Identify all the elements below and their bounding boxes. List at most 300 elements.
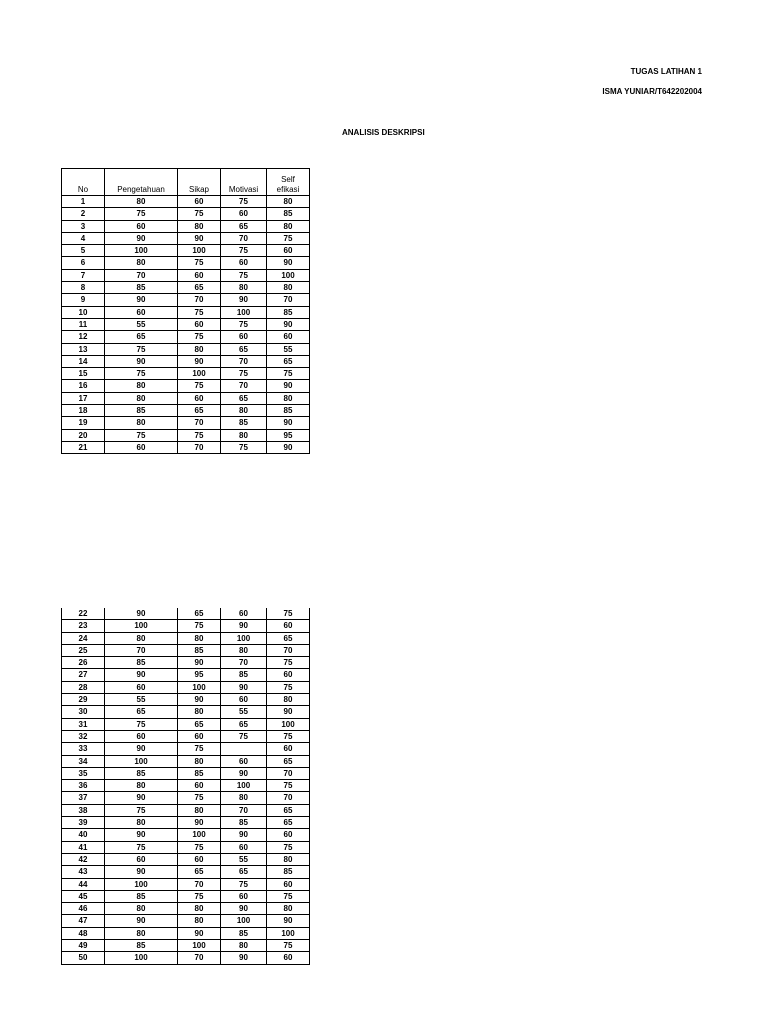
table-row xyxy=(62,441,310,453)
cell-self-efikasi: 90 xyxy=(267,257,310,269)
cell-no: 24 xyxy=(62,632,105,644)
cell-sikap: 95 xyxy=(178,669,221,681)
cell-self-efikasi: 55 xyxy=(267,343,310,355)
cell-sikap: 90 xyxy=(178,694,221,706)
cell-no: 50 xyxy=(62,952,105,964)
cell-motivasi: 75 xyxy=(221,730,267,742)
cell-motivasi: 80 xyxy=(221,405,267,417)
cell-no: 37 xyxy=(62,792,105,804)
cell-no: 3 xyxy=(62,220,105,232)
table-row xyxy=(62,343,310,355)
cell-motivasi: 90 xyxy=(221,620,267,632)
cell-no: 40 xyxy=(62,829,105,841)
cell-motivasi: 60 xyxy=(221,755,267,767)
cell-pengetahuan: 80 xyxy=(105,257,178,269)
cell-sikap: 80 xyxy=(178,755,221,767)
cell-pengetahuan: 90 xyxy=(105,743,178,755)
table-row xyxy=(62,792,310,804)
cell-sikap: 85 xyxy=(178,767,221,779)
cell-self-efikasi: 80 xyxy=(267,853,310,865)
cell-sikap: 65 xyxy=(178,608,221,620)
cell-motivasi: 85 xyxy=(221,417,267,429)
cell-no: 20 xyxy=(62,429,105,441)
cell-sikap: 75 xyxy=(178,743,221,755)
table-row xyxy=(62,368,310,380)
cell-no: 12 xyxy=(62,331,105,343)
cell-pengetahuan: 75 xyxy=(105,368,178,380)
cell-pengetahuan: 75 xyxy=(105,718,178,730)
cell-self-efikasi: 65 xyxy=(267,804,310,816)
table-row xyxy=(62,232,310,244)
cell-motivasi: 75 xyxy=(221,245,267,257)
cell-self-efikasi: 65 xyxy=(267,355,310,367)
cell-self-efikasi: 70 xyxy=(267,644,310,656)
table-row xyxy=(62,730,310,742)
cell-motivasi: 100 xyxy=(221,780,267,792)
cell-sikap: 80 xyxy=(178,343,221,355)
table-row xyxy=(62,890,310,902)
cell-pengetahuan: 80 xyxy=(105,417,178,429)
cell-no: 38 xyxy=(62,804,105,816)
cell-sikap: 85 xyxy=(178,644,221,656)
cell-sikap: 65 xyxy=(178,405,221,417)
cell-pengetahuan: 90 xyxy=(105,232,178,244)
cell-no: 33 xyxy=(62,743,105,755)
author-line: ISMA YUNIAR/T642202004 xyxy=(602,87,702,96)
cell-motivasi: 55 xyxy=(221,706,267,718)
cell-no: 21 xyxy=(62,441,105,453)
cell-sikap: 100 xyxy=(178,245,221,257)
table-row xyxy=(62,669,310,681)
cell-pengetahuan: 90 xyxy=(105,829,178,841)
cell-pengetahuan: 80 xyxy=(105,196,178,208)
cell-motivasi: 75 xyxy=(221,441,267,453)
cell-pengetahuan: 85 xyxy=(105,405,178,417)
cell-pengetahuan: 100 xyxy=(105,245,178,257)
cell-sikap: 100 xyxy=(178,829,221,841)
cell-no: 17 xyxy=(62,392,105,404)
cell-no: 5 xyxy=(62,245,105,257)
header-sikap: Sikap xyxy=(178,169,221,196)
cell-pengetahuan: 90 xyxy=(105,355,178,367)
cell-no: 27 xyxy=(62,669,105,681)
data-table-part-1 xyxy=(61,168,310,454)
cell-pengetahuan: 100 xyxy=(105,952,178,964)
cell-sikap: 75 xyxy=(178,306,221,318)
cell-pengetahuan: 55 xyxy=(105,318,178,330)
cell-self-efikasi: 70 xyxy=(267,792,310,804)
cell-motivasi: 60 xyxy=(221,331,267,343)
cell-motivasi xyxy=(221,743,267,755)
cell-self-efikasi: 90 xyxy=(267,318,310,330)
table-row xyxy=(62,632,310,644)
cell-pengetahuan: 90 xyxy=(105,792,178,804)
table-row xyxy=(62,269,310,281)
cell-self-efikasi: 65 xyxy=(267,817,310,829)
cell-no: 44 xyxy=(62,878,105,890)
cell-no: 29 xyxy=(62,694,105,706)
table-body-part-2 xyxy=(62,608,310,964)
cell-pengetahuan: 60 xyxy=(105,220,178,232)
cell-no: 31 xyxy=(62,718,105,730)
cell-no: 23 xyxy=(62,620,105,632)
cell-pengetahuan: 75 xyxy=(105,841,178,853)
cell-motivasi: 80 xyxy=(221,644,267,656)
table-row xyxy=(62,620,310,632)
cell-self-efikasi: 90 xyxy=(267,417,310,429)
cell-sikap: 75 xyxy=(178,890,221,902)
cell-motivasi: 85 xyxy=(221,927,267,939)
cell-pengetahuan: 60 xyxy=(105,441,178,453)
cell-pengetahuan: 60 xyxy=(105,730,178,742)
cell-sikap: 90 xyxy=(178,232,221,244)
cell-no: 19 xyxy=(62,417,105,429)
table-row xyxy=(62,927,310,939)
cell-sikap: 100 xyxy=(178,681,221,693)
cell-pengetahuan: 65 xyxy=(105,331,178,343)
cell-no: 49 xyxy=(62,940,105,952)
table-row xyxy=(62,608,310,620)
cell-no: 4 xyxy=(62,232,105,244)
cell-self-efikasi: 85 xyxy=(267,866,310,878)
cell-sikap: 70 xyxy=(178,441,221,453)
table-row xyxy=(62,306,310,318)
cell-self-efikasi: 75 xyxy=(267,232,310,244)
cell-no: 28 xyxy=(62,681,105,693)
cell-motivasi: 70 xyxy=(221,355,267,367)
cell-sikap: 65 xyxy=(178,866,221,878)
cell-self-efikasi: 75 xyxy=(267,940,310,952)
cell-motivasi: 90 xyxy=(221,903,267,915)
cell-motivasi: 90 xyxy=(221,767,267,779)
cell-no: 18 xyxy=(62,405,105,417)
table-row xyxy=(62,318,310,330)
cell-sikap: 70 xyxy=(178,417,221,429)
cell-no: 10 xyxy=(62,306,105,318)
cell-self-efikasi: 80 xyxy=(267,220,310,232)
cell-no: 9 xyxy=(62,294,105,306)
cell-motivasi: 65 xyxy=(221,220,267,232)
cell-motivasi: 75 xyxy=(221,196,267,208)
cell-self-efikasi: 65 xyxy=(267,755,310,767)
cell-self-efikasi: 80 xyxy=(267,196,310,208)
cell-motivasi: 60 xyxy=(221,841,267,853)
cell-pengetahuan: 100 xyxy=(105,620,178,632)
cell-no: 43 xyxy=(62,866,105,878)
cell-self-efikasi: 75 xyxy=(267,730,310,742)
cell-self-efikasi: 85 xyxy=(267,208,310,220)
cell-pengetahuan: 90 xyxy=(105,608,178,620)
cell-no: 6 xyxy=(62,257,105,269)
cell-motivasi: 60 xyxy=(221,208,267,220)
cell-motivasi: 75 xyxy=(221,878,267,890)
cell-sikap: 70 xyxy=(178,878,221,890)
cell-motivasi: 90 xyxy=(221,829,267,841)
cell-self-efikasi: 85 xyxy=(267,306,310,318)
table-row xyxy=(62,657,310,669)
table-row xyxy=(62,392,310,404)
cell-pengetahuan: 60 xyxy=(105,681,178,693)
cell-pengetahuan: 60 xyxy=(105,306,178,318)
table-row xyxy=(62,755,310,767)
cell-pengetahuan: 80 xyxy=(105,903,178,915)
cell-self-efikasi: 80 xyxy=(267,282,310,294)
cell-no: 42 xyxy=(62,853,105,865)
table-row xyxy=(62,817,310,829)
table-row xyxy=(62,282,310,294)
cell-sikap: 65 xyxy=(178,718,221,730)
cell-pengetahuan: 90 xyxy=(105,294,178,306)
cell-self-efikasi: 60 xyxy=(267,878,310,890)
cell-motivasi: 100 xyxy=(221,632,267,644)
cell-sikap: 60 xyxy=(178,269,221,281)
cell-no: 36 xyxy=(62,780,105,792)
cell-motivasi: 80 xyxy=(221,429,267,441)
cell-self-efikasi: 85 xyxy=(267,405,310,417)
cell-sikap: 60 xyxy=(178,780,221,792)
cell-no: 32 xyxy=(62,730,105,742)
cell-motivasi: 90 xyxy=(221,681,267,693)
cell-no: 39 xyxy=(62,817,105,829)
cell-self-efikasi: 75 xyxy=(267,681,310,693)
cell-motivasi: 100 xyxy=(221,915,267,927)
cell-self-efikasi: 60 xyxy=(267,829,310,841)
cell-motivasi: 60 xyxy=(221,694,267,706)
table-row xyxy=(62,718,310,730)
cell-pengetahuan: 100 xyxy=(105,878,178,890)
table-row xyxy=(62,681,310,693)
cell-pengetahuan: 55 xyxy=(105,694,178,706)
cell-motivasi: 70 xyxy=(221,804,267,816)
table-row xyxy=(62,405,310,417)
data-table-part-2 xyxy=(61,608,310,965)
cell-no: 15 xyxy=(62,368,105,380)
cell-sikap: 90 xyxy=(178,817,221,829)
cell-self-efikasi: 75 xyxy=(267,890,310,902)
cell-self-efikasi: 75 xyxy=(267,368,310,380)
table-row xyxy=(62,331,310,343)
cell-no: 7 xyxy=(62,269,105,281)
cell-sikap: 75 xyxy=(178,380,221,392)
table-header-row xyxy=(62,169,310,196)
cell-pengetahuan: 75 xyxy=(105,343,178,355)
cell-motivasi: 75 xyxy=(221,368,267,380)
cell-motivasi: 100 xyxy=(221,306,267,318)
cell-self-efikasi: 60 xyxy=(267,669,310,681)
cell-self-efikasi: 60 xyxy=(267,952,310,964)
cell-sikap: 80 xyxy=(178,220,221,232)
table-row xyxy=(62,915,310,927)
cell-motivasi: 60 xyxy=(221,608,267,620)
cell-pengetahuan: 80 xyxy=(105,817,178,829)
cell-self-efikasi: 90 xyxy=(267,441,310,453)
table-row xyxy=(62,245,310,257)
document-title: TUGAS LATIHAN 1 xyxy=(630,67,702,76)
cell-sikap: 80 xyxy=(178,632,221,644)
cell-pengetahuan: 80 xyxy=(105,632,178,644)
table-row xyxy=(62,706,310,718)
cell-no: 26 xyxy=(62,657,105,669)
section-heading: ANALISIS DESKRIPSI xyxy=(342,128,425,137)
cell-pengetahuan: 65 xyxy=(105,706,178,718)
cell-sikap: 90 xyxy=(178,355,221,367)
cell-motivasi: 85 xyxy=(221,817,267,829)
cell-motivasi: 60 xyxy=(221,890,267,902)
cell-sikap: 90 xyxy=(178,927,221,939)
cell-sikap: 75 xyxy=(178,331,221,343)
cell-sikap: 60 xyxy=(178,196,221,208)
cell-sikap: 65 xyxy=(178,282,221,294)
table-row xyxy=(62,952,310,964)
table-row xyxy=(62,841,310,853)
cell-pengetahuan: 80 xyxy=(105,380,178,392)
cell-self-efikasi: 70 xyxy=(267,767,310,779)
cell-motivasi: 75 xyxy=(221,269,267,281)
header-self-efikasi: Self efikasi xyxy=(267,169,310,196)
cell-self-efikasi: 100 xyxy=(267,718,310,730)
cell-self-efikasi: 75 xyxy=(267,608,310,620)
table-row xyxy=(62,694,310,706)
cell-sikap: 80 xyxy=(178,804,221,816)
cell-self-efikasi: 70 xyxy=(267,294,310,306)
cell-self-efikasi: 80 xyxy=(267,903,310,915)
cell-pengetahuan: 90 xyxy=(105,915,178,927)
cell-sikap: 75 xyxy=(178,429,221,441)
cell-self-efikasi: 90 xyxy=(267,380,310,392)
table-row xyxy=(62,767,310,779)
cell-self-efikasi: 60 xyxy=(267,331,310,343)
table-row xyxy=(62,220,310,232)
cell-motivasi: 80 xyxy=(221,792,267,804)
cell-pengetahuan: 70 xyxy=(105,644,178,656)
cell-pengetahuan: 90 xyxy=(105,866,178,878)
cell-sikap: 60 xyxy=(178,392,221,404)
cell-no: 48 xyxy=(62,927,105,939)
cell-sikap: 75 xyxy=(178,620,221,632)
cell-pengetahuan: 85 xyxy=(105,940,178,952)
cell-sikap: 80 xyxy=(178,903,221,915)
cell-motivasi: 90 xyxy=(221,952,267,964)
cell-motivasi: 55 xyxy=(221,853,267,865)
cell-pengetahuan: 85 xyxy=(105,890,178,902)
cell-self-efikasi: 65 xyxy=(267,632,310,644)
cell-pengetahuan: 70 xyxy=(105,269,178,281)
cell-no: 1 xyxy=(62,196,105,208)
table-row xyxy=(62,853,310,865)
cell-pengetahuan: 75 xyxy=(105,804,178,816)
cell-sikap: 90 xyxy=(178,657,221,669)
cell-motivasi: 80 xyxy=(221,282,267,294)
cell-sikap: 60 xyxy=(178,730,221,742)
cell-motivasi: 80 xyxy=(221,940,267,952)
cell-sikap: 75 xyxy=(178,208,221,220)
cell-self-efikasi: 60 xyxy=(267,743,310,755)
cell-motivasi: 75 xyxy=(221,318,267,330)
cell-motivasi: 70 xyxy=(221,657,267,669)
cell-self-efikasi: 90 xyxy=(267,915,310,927)
cell-no: 46 xyxy=(62,903,105,915)
table-row xyxy=(62,878,310,890)
cell-pengetahuan: 90 xyxy=(105,669,178,681)
table-row xyxy=(62,940,310,952)
cell-sikap: 75 xyxy=(178,792,221,804)
table-row xyxy=(62,257,310,269)
cell-sikap: 100 xyxy=(178,940,221,952)
cell-self-efikasi: 90 xyxy=(267,706,310,718)
table-row xyxy=(62,780,310,792)
cell-motivasi: 65 xyxy=(221,718,267,730)
cell-no: 34 xyxy=(62,755,105,767)
cell-motivasi: 85 xyxy=(221,669,267,681)
cell-motivasi: 70 xyxy=(221,380,267,392)
cell-sikap: 75 xyxy=(178,841,221,853)
cell-pengetahuan: 75 xyxy=(105,208,178,220)
cell-no: 47 xyxy=(62,915,105,927)
cell-sikap: 70 xyxy=(178,952,221,964)
cell-self-efikasi: 80 xyxy=(267,694,310,706)
table-row xyxy=(62,866,310,878)
cell-sikap: 80 xyxy=(178,915,221,927)
cell-no: 25 xyxy=(62,644,105,656)
cell-self-efikasi: 60 xyxy=(267,245,310,257)
cell-sikap: 60 xyxy=(178,853,221,865)
cell-pengetahuan: 80 xyxy=(105,392,178,404)
table-body-part-1 xyxy=(62,196,310,454)
table-row xyxy=(62,417,310,429)
cell-self-efikasi: 80 xyxy=(267,392,310,404)
cell-motivasi: 65 xyxy=(221,392,267,404)
table-row xyxy=(62,644,310,656)
cell-self-efikasi: 95 xyxy=(267,429,310,441)
cell-motivasi: 65 xyxy=(221,866,267,878)
table-row xyxy=(62,196,310,208)
cell-self-efikasi: 75 xyxy=(267,657,310,669)
cell-no: 14 xyxy=(62,355,105,367)
cell-sikap: 80 xyxy=(178,706,221,718)
cell-pengetahuan: 85 xyxy=(105,657,178,669)
table-row xyxy=(62,743,310,755)
cell-self-efikasi: 75 xyxy=(267,780,310,792)
cell-pengetahuan: 80 xyxy=(105,780,178,792)
cell-no: 22 xyxy=(62,608,105,620)
cell-no: 16 xyxy=(62,380,105,392)
cell-self-efikasi: 75 xyxy=(267,841,310,853)
cell-self-efikasi: 100 xyxy=(267,927,310,939)
cell-pengetahuan: 60 xyxy=(105,853,178,865)
cell-motivasi: 90 xyxy=(221,294,267,306)
cell-no: 11 xyxy=(62,318,105,330)
table-row xyxy=(62,294,310,306)
cell-pengetahuan: 85 xyxy=(105,282,178,294)
cell-self-efikasi: 60 xyxy=(267,620,310,632)
cell-no: 45 xyxy=(62,890,105,902)
cell-motivasi: 60 xyxy=(221,257,267,269)
cell-no: 35 xyxy=(62,767,105,779)
cell-self-efikasi: 100 xyxy=(267,269,310,281)
cell-sikap: 70 xyxy=(178,294,221,306)
table-row xyxy=(62,429,310,441)
cell-pengetahuan: 75 xyxy=(105,429,178,441)
cell-sikap: 75 xyxy=(178,257,221,269)
cell-motivasi: 70 xyxy=(221,232,267,244)
header-motivasi: Motivasi xyxy=(221,169,267,196)
cell-no: 2 xyxy=(62,208,105,220)
cell-pengetahuan: 100 xyxy=(105,755,178,767)
cell-pengetahuan: 85 xyxy=(105,767,178,779)
table-row xyxy=(62,804,310,816)
cell-pengetahuan: 80 xyxy=(105,927,178,939)
table-row xyxy=(62,903,310,915)
